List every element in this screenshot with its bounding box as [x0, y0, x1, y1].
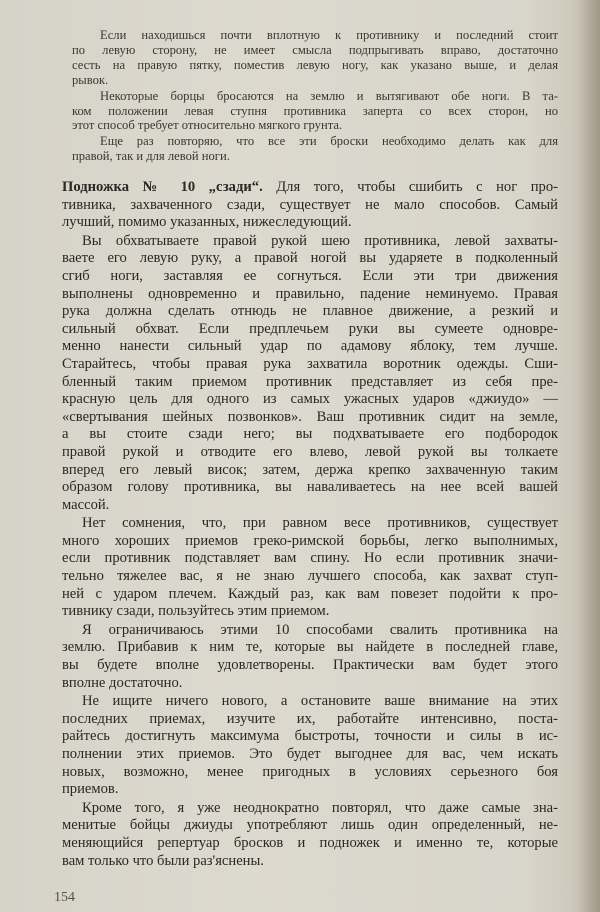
text-line: менно нанести сильный удар по адамову яблоку, тем лучше. [62, 338, 558, 355]
text-line: много хороших приемов греко-римской борьбы, легко выполнимых, [62, 532, 558, 549]
text-line: если противник подставляет вам спину. Но если противник значи- [62, 550, 558, 567]
text-line: Я ограничиваюсь этими 10 способами свалить противника на [82, 621, 558, 638]
text-line: а вы стоите сзади него; вы подхватываете его подбородок [62, 426, 558, 443]
paragraph [62, 800, 558, 870]
text-line: Еще раз повторяю, что все эти броски необходимо делать как для [100, 134, 558, 149]
text-line: Не ищите ничего нового, а остановите ваше внимание на этих [82, 693, 558, 710]
text-line: тивнику сзади, пользуйтесь этим приемом. [62, 603, 330, 620]
text-line: вполне достаточно. [62, 674, 183, 691]
page-number: 154 [54, 890, 75, 905]
text-line: Вы обхватываете правой рукой шею противника, левой захваты- [82, 232, 558, 249]
text-line: Если находишься почти вплотную к противнику и последний стоит [100, 28, 558, 42]
text-line: сгиб ноги, заставляя ее согнуться. Если эти три движения [62, 267, 558, 284]
text-line: райтесь достигнуть максимума быстроты, точности и силы в ис- [62, 728, 558, 745]
text-line: массой. [62, 496, 110, 513]
small-print-block [72, 28, 558, 165]
text-line: Кроме того, я уже неоднократно повторял, что даже самые зна- [82, 799, 558, 816]
text-line: ком положении левая ступня противника заперта со всех сторон, но [72, 103, 558, 118]
text-line: ваете его левую руку, а правой ногой вы ударяете в подколенный [62, 250, 558, 267]
main-text-block [62, 179, 558, 871]
paragraph [62, 179, 558, 232]
paragraph [72, 89, 558, 134]
text-line: правой, так и для левой ноги. [72, 149, 230, 164]
text-line: менитые бойцы джиуды употребляют лишь один определенный, не- [62, 817, 558, 834]
text-line: меняющийся репертуар бросков и подножек и именно те, которые [62, 834, 558, 851]
text-line: этот способ требует относительно мягкого грунта. [72, 118, 343, 133]
text-line: Нет сомнения, что, при равном весе противников, существует [82, 515, 558, 532]
text-line: рывок. [72, 72, 109, 87]
text-line: сильный обхват. Если предплечьем руки вы сумеете одновре- [62, 320, 558, 337]
section-heading: Подножка № 10 „сзади“. [62, 179, 263, 195]
text-line: последних приемах, изучите их, работайте интенсивно, поста- [62, 710, 558, 727]
text-line: красную цель для одного из самых ужасных ударов «джиудо» — [62, 391, 558, 408]
text-line: правой рукой и отводите его влево, левой рукой вы толкаете [62, 443, 558, 460]
text-line: вперед его левый висок; затем, держа крепко захваченную таким [62, 461, 558, 478]
paragraph [62, 233, 558, 515]
text-line: образом голову противника, вы наваливаетесь на нее всей вашей [62, 479, 558, 496]
text-line: вам только что были раз'яснены. [62, 852, 264, 869]
text-line: сесть на правую пятку, поместив левую ногу, как указано выше, и делая [72, 57, 558, 72]
text-line: землю. Прибавив к ним те, которые вы найдете в последней главе, [62, 639, 558, 656]
text-line: новых, возможно, менее пригодных в условиях серьезного боя [62, 763, 558, 780]
text-line: ней с ударом плечем. Каждый раз, как вам повезет подойти к про- [62, 585, 558, 602]
text-line: по левую сторону, не имеет смысла подпрыгивать вправо, достаточно [72, 42, 558, 57]
text-line: вы будете вполне удовлетворены. Практически вам будет этого [62, 657, 558, 674]
book-spine-shadow [578, 0, 600, 912]
text-line: бленный таким приемом противник представляет из себя пре- [62, 373, 558, 390]
paragraph [62, 622, 558, 692]
paragraph [62, 515, 558, 621]
text-line: тельно тяжелее вас, я не знаю лучшего способа, как захват ступ- [62, 568, 558, 585]
text-line: рука должна сделать отнюдь не плавное движение, а резкий и [62, 303, 558, 320]
text-line: Старайтесь, чтобы правая рука захватила воротник одежды. Сши- [62, 355, 558, 372]
text-line: лучший, помимо указанных, нижеследующий. [62, 214, 352, 231]
text-line-content: Для того, чтобы сшибить с ног про- [262, 179, 558, 195]
text-line: приемов. [62, 781, 119, 798]
paragraph [62, 693, 558, 799]
text-line: выполнены одновременно и правильно, падение неминуемо. Правая [62, 285, 558, 302]
text-line: Некоторые борцы бросаются на землю и вытягивают обе ноги. В та- [100, 88, 558, 103]
text-line [62, 179, 558, 197]
text-line: тивника, захваченного сзади, существует не мало способов. Самый [62, 196, 558, 213]
paragraph [72, 134, 558, 164]
text-line: полнении этих приемов. Это будет выгоднее для вас, чем искать [62, 746, 558, 762]
paragraph [72, 28, 558, 88]
text-line: «свертывания шейных позвонков». Ваш противник сидит на земле, [62, 408, 558, 425]
